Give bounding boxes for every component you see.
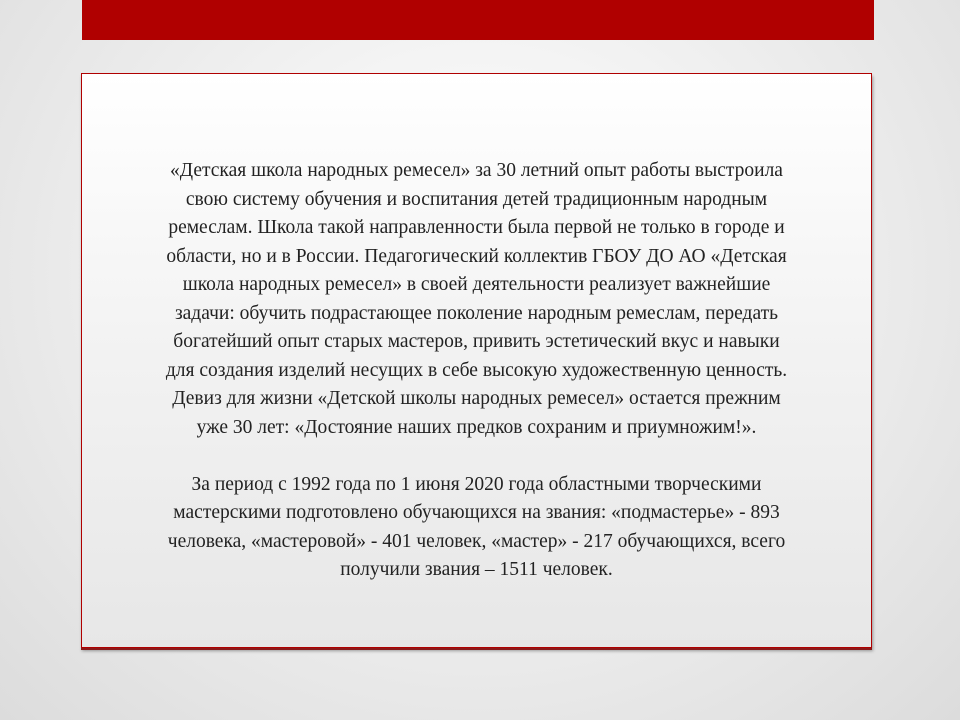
paragraph-spacer (88, 442, 865, 471)
paragraph-statistics: За период с 1992 года по 1 июня 2020 года областными творческими мастерскими подготовлено обучающихся на звания: «подмастерье» - 893 человека, «мастеровой» - 401 человек, «мастер» - 217 обучающихся, всего получили звания – 1511 человек. (167, 473, 786, 580)
paragraph-history: «Детская школа народных ремесел» за 30 летний опыт работы выстроила свою систему обучения и воспитания детей традиционным народным ремеслам. Школа такой направленности была первой не только в городе и области, но и в России. Педагогический коллектив ГБОУ ДО АО «Детская школа народных ремесел» в своей деятельности реализует важнейшие задачи: обучить подрастающее поколение народным ремеслам, передать богатейший опыт старых мастеров, привить эстетический вкус и навыки для создания изделий несущих в себе высокую художественную ценность. Девиз для жизни «Детской школы народных ремесел» остается прежним уже 30 лет: «Достояние наших предков сохраним и приумножим!». (165, 160, 788, 438)
content-box (81, 73, 872, 648)
text-block (88, 157, 865, 585)
top-accent-bar (82, 0, 874, 40)
